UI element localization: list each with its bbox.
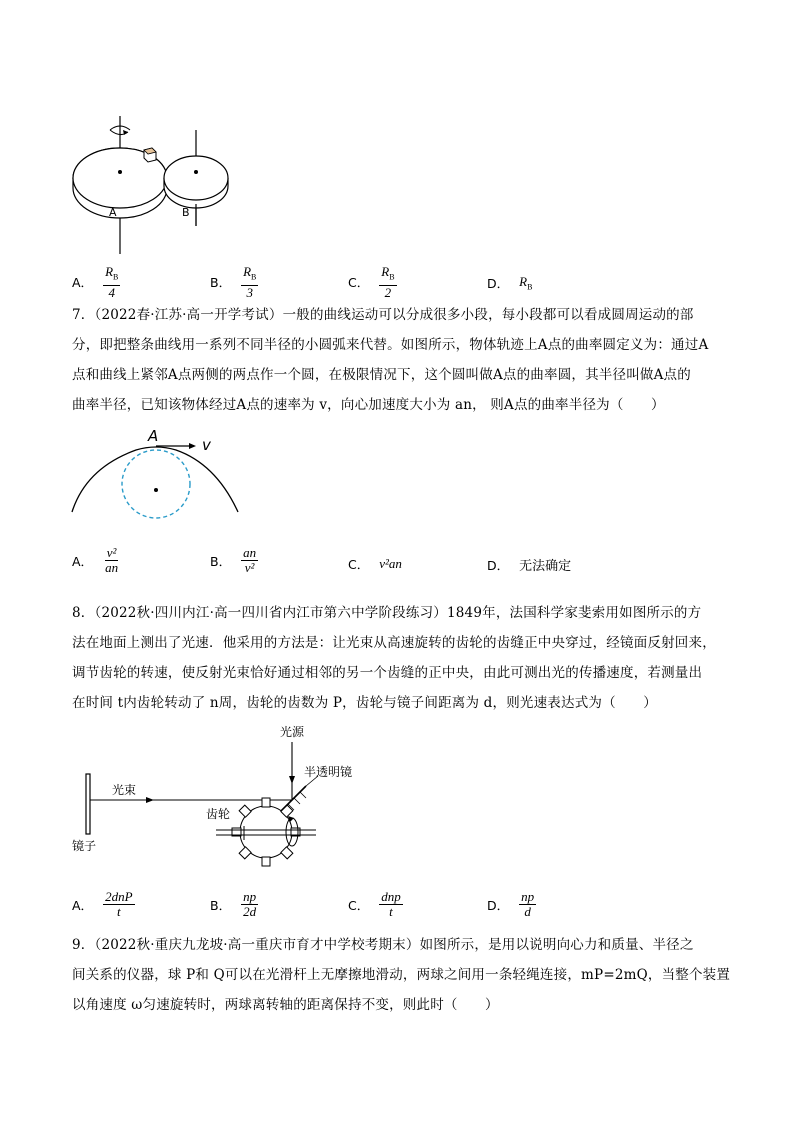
q8-line: 8．（2022秋·四川内江·高一四川省内江市第六中学阶段练习）1849年，法国科学家斐索用如图所示的方: [72, 605, 702, 621]
q6-option-b[interactable]: B． $\frac{R_B}{3}$: [210, 264, 257, 300]
q7-option-c[interactable]: C． v²an: [348, 556, 402, 572]
beam-label: 光束: [112, 783, 137, 797]
curvature-figure: [66, 428, 246, 528]
q7-option-b[interactable]: B． $\frac{an}{\text{v²}}$: [210, 545, 257, 575]
q7-option-d[interactable]: D． 无法确定: [487, 557, 572, 574]
q8-line: 在时间 t内齿轮转动了 n周，齿轮的齿数为 P，齿轮与镜子间距离为 d，则光速表达式为（ ）: [72, 695, 657, 711]
q8-option-a[interactable]: A． $\frac{\text{2dnP}}{t}$: [72, 889, 133, 919]
question-7: [72, 300, 732, 420]
q6-option-c[interactable]: C． $\frac{R_B}{2}$: [348, 264, 395, 300]
disc-b-label: B: [182, 206, 190, 219]
q7-line: 分，即把整条曲线用一系列不同半径的小圆弧来代替。如图所示，物体轨迹上A点的曲率圆定义为：通过A: [72, 337, 709, 353]
q8-line: 调节齿轮的转速，使反射光束恰好通过相邻的另一个齿缝的正中央，由此可测出光的传播速度，若测量出: [72, 665, 703, 681]
question-8: [72, 598, 732, 718]
q6-option-a[interactable]: A． $\frac{R_B}{4}$: [72, 264, 119, 300]
q8-option-c[interactable]: C． $\frac{\text{dnp}}{t}$: [348, 889, 401, 919]
q9-line: 以角速度 ω匀速旋转时，两球离转轴的距离保持不变，则此时（ ）: [72, 997, 499, 1013]
q9-line: 间关系的仪器，球 P和 Q可以在光滑杆上无摩擦地滑动，两球之间用一条轻绳连接，mP=2mQ，当整个装置: [72, 967, 731, 983]
q9-line: 9．（2022秋·重庆九龙坡·高一重庆市育才中学校考期末）如图所示，是用以说明向心力和质量、半径之: [72, 937, 694, 953]
velocity-label: v: [202, 436, 211, 454]
q8-line: 法在地面上测出了光速．他采用的方法是：让光束从高速旋转的齿轮的齿缝正中央穿过，经镜面反射回来，: [72, 635, 716, 651]
fizeau-figure: [66, 724, 366, 884]
q7-line: 曲率半径，已知该物体经过A点的速率为 v，向心加速度大小为 an， 则A点的曲率半径为（ ）: [72, 397, 665, 413]
q7-option-a[interactable]: A． $\frac{\text{v²}}{an}$: [72, 545, 119, 575]
q8-option-d[interactable]: D． $\frac{np}{d}$: [487, 889, 535, 919]
disc-a-label: A: [109, 206, 117, 219]
q7-line: 点和曲线上紧邻A点两侧的两点作一个圆，在极限情况下，这个圆叫做A点的曲率圆，其半径叫做A点的: [72, 367, 691, 383]
point-a-label: A: [148, 427, 159, 445]
light-source-label: 光源: [280, 725, 305, 739]
q7-line: 7．（2022春·江苏·高一开学考试）一般的曲线运动可以分成很多小段，每小段都可以看成圆周运动的部: [72, 307, 694, 323]
half-mirror-label: 半透明镜: [304, 765, 353, 779]
question-9: [72, 930, 732, 1020]
gear-label: 齿轮: [206, 807, 231, 821]
q8-option-b[interactable]: B． $\frac{np}{2d}$: [210, 889, 257, 919]
gears-figure: [66, 108, 246, 256]
mirror-label: 镜子: [72, 839, 97, 853]
q6-option-d[interactable]: D． $R_B$: [487, 274, 533, 292]
